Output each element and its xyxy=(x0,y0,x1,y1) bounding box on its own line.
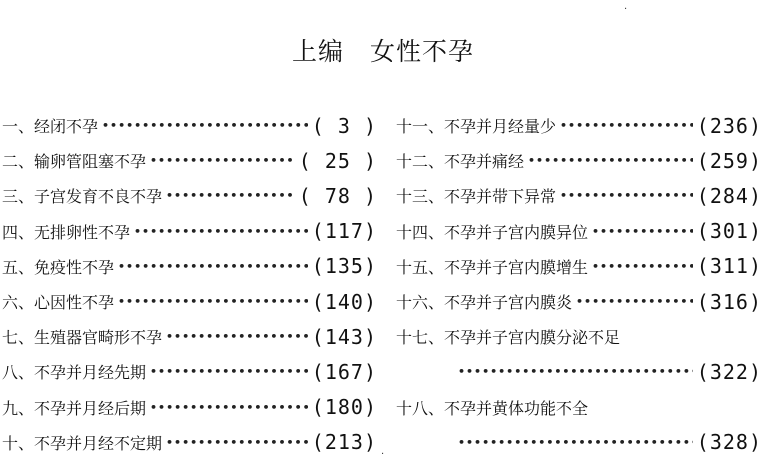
toc-page-number: (213) xyxy=(311,430,377,455)
leader-dots xyxy=(150,154,295,167)
toc-page-number: (311) xyxy=(696,254,762,279)
toc-entry-label: 十六、不孕并子宫内膜炎 xyxy=(396,293,573,313)
leader-dots xyxy=(560,189,693,202)
leader-dots xyxy=(134,225,308,238)
toc-entry-label: 四、无排卵性不孕 xyxy=(2,222,131,242)
toc-page-number: ( 3 ) xyxy=(311,113,377,138)
toc-entry-label: 七、生殖器官畸形不孕 xyxy=(2,328,163,348)
scan-speck: · xyxy=(624,4,628,15)
toc-entry xyxy=(2,390,377,425)
toc-entry-continuation xyxy=(396,425,762,460)
leader-dots xyxy=(118,260,308,273)
toc-page-number: (140) xyxy=(311,289,377,314)
toc-entry-label: 二、输卵管阻塞不孕 xyxy=(2,152,147,172)
leader-dots xyxy=(166,330,308,343)
leader-dots xyxy=(150,365,308,378)
scan-speck: · xyxy=(381,449,385,460)
toc-entry-continuation xyxy=(396,354,762,389)
leader-dots xyxy=(576,295,693,308)
toc-left-column xyxy=(2,108,377,460)
toc-entry xyxy=(2,214,377,249)
toc-entry-label: 十四、不孕并子宫内膜异位 xyxy=(396,222,589,242)
leader-dots xyxy=(118,295,308,308)
toc-entry xyxy=(2,143,377,178)
toc-entry xyxy=(396,108,762,143)
leader-dots xyxy=(458,365,693,378)
toc-entry xyxy=(396,178,762,213)
toc-entry-label: 一、经闭不孕 xyxy=(2,117,99,137)
toc-entry xyxy=(396,319,762,354)
toc-page-number: (301) xyxy=(696,219,762,244)
toc-page-number: (316) xyxy=(696,289,762,314)
leader-dots xyxy=(458,436,693,449)
toc-page-number: (284) xyxy=(696,183,762,208)
toc-entry xyxy=(396,249,762,284)
toc-entry xyxy=(2,354,377,389)
toc-entry-label: 五、免疫性不孕 xyxy=(2,257,115,277)
toc-entry xyxy=(396,284,762,319)
toc-entry-label: 十、不孕并月经不定期 xyxy=(2,433,163,453)
leader-dots xyxy=(592,225,693,238)
leader-dots xyxy=(528,154,693,167)
leader-dots xyxy=(166,189,295,202)
toc-entry xyxy=(396,390,762,425)
leader-dots xyxy=(592,260,693,273)
toc-entry-label: 十八、不孕并黄体功能不全 xyxy=(396,398,589,418)
leader-dots xyxy=(150,401,308,414)
toc-entry-label: 六、心因性不孕 xyxy=(2,293,115,313)
toc-entry xyxy=(396,143,762,178)
toc-page-number: (167) xyxy=(311,359,377,384)
toc-entry-label: 十三、不孕并带下异常 xyxy=(396,187,557,207)
toc-entry xyxy=(2,425,377,460)
toc-entry xyxy=(396,214,762,249)
toc-page-number: (328) xyxy=(696,430,762,455)
page-title: 上编 女性不孕 xyxy=(291,37,474,66)
toc-entry xyxy=(2,319,377,354)
toc-page-number: ( 78 ) xyxy=(298,183,377,208)
toc-page-number: (259) xyxy=(696,148,762,173)
toc-entry xyxy=(2,108,377,143)
toc-page-number: (143) xyxy=(311,324,377,349)
toc-page-number: (117) xyxy=(311,219,377,244)
toc-entry xyxy=(2,178,377,213)
toc-page-number: ( 25 ) xyxy=(298,148,377,173)
toc-entry xyxy=(2,284,377,319)
toc-page-number: (322) xyxy=(696,359,762,384)
toc-page-number: (135) xyxy=(311,254,377,279)
toc-entry-label: 十一、不孕并月经量少 xyxy=(396,117,557,137)
toc-entry-label: 八、不孕并月经先期 xyxy=(2,363,147,383)
toc-entry-label: 十七、不孕并子宫内膜分泌不足 xyxy=(396,328,621,348)
toc-entry-label: 三、子宫发育不良不孕 xyxy=(2,187,163,207)
leader-dots xyxy=(102,119,308,132)
toc-entry-label: 九、不孕并月经后期 xyxy=(2,398,147,418)
toc-page-number: (180) xyxy=(311,395,377,420)
leader-dots xyxy=(166,436,308,449)
toc-entry xyxy=(2,249,377,284)
toc-entry-label: 十五、不孕并子宫内膜增生 xyxy=(396,257,589,277)
toc-page-number: (236) xyxy=(696,113,762,138)
leader-dots xyxy=(560,119,693,132)
toc-entry-label: 十二、不孕并痛经 xyxy=(396,152,525,172)
toc-right-column xyxy=(396,108,762,460)
